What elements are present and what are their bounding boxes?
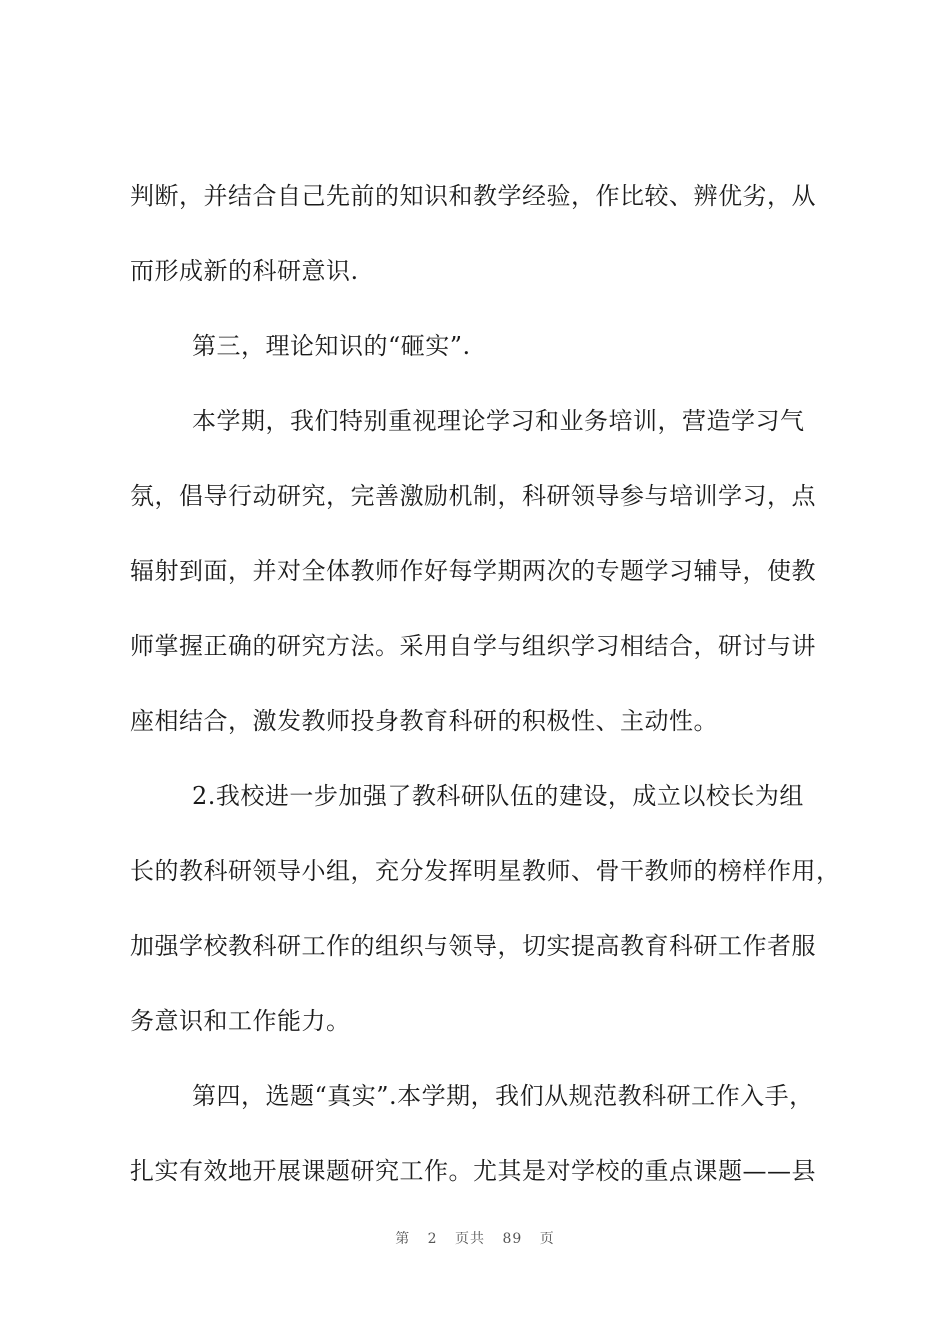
footer-prefix: 第 (395, 1231, 411, 1247)
text-line: 扎实有效地开展课题研究工作。尤其是对学校的重点课题——县 (130, 1157, 816, 1185)
section-heading: 第四，选题“真实”.本学期，我们从规范教科研工作入手， (192, 1082, 814, 1110)
text-line: 务意识和工作能力。 (130, 1007, 351, 1035)
text-line: 长的教科研领导小组，充分发挥明星教师、骨干教师的榜样作用， (130, 857, 841, 885)
section-heading: 第三，理论知识的“砸实”. (192, 332, 471, 360)
text-line: 而形成新的科研意识. (130, 257, 359, 285)
text-line: 氛，倡导行动研究，完善激励机制，科研领导参与培训学习，点 (130, 482, 816, 510)
footer-suffix: 页 (539, 1231, 555, 1247)
page-footer (0, 1228, 950, 1248)
text-line: 师掌握正确的研究方法。采用自学与组织学习相结合，研讨与讲 (130, 632, 816, 660)
text-line: 2.我校进一步加强了教科研队伍的建设，成立以校长为组 (192, 782, 804, 810)
footer-total-pages: 89 (502, 1231, 523, 1247)
text-line: 本学期，我们特别重视理论学习和业务培训，营造学习气 (192, 407, 805, 435)
text-line: 加强学校教科研工作的组织与领导，切实提高教育科研工作者服 (130, 932, 816, 960)
text-line: 判断，并结合自己先前的知识和教学经验，作比较、辨优劣，从 (130, 182, 816, 210)
text-line: 辐射到面，并对全体教师作好每学期两次的专题学习辅导，使教 (130, 557, 816, 585)
text-line: 座相结合，激发教师投身教育科研的积极性、主动性。 (130, 707, 718, 735)
footer-page-number: 2 (427, 1231, 438, 1247)
footer-middle: 页共 (455, 1231, 486, 1247)
